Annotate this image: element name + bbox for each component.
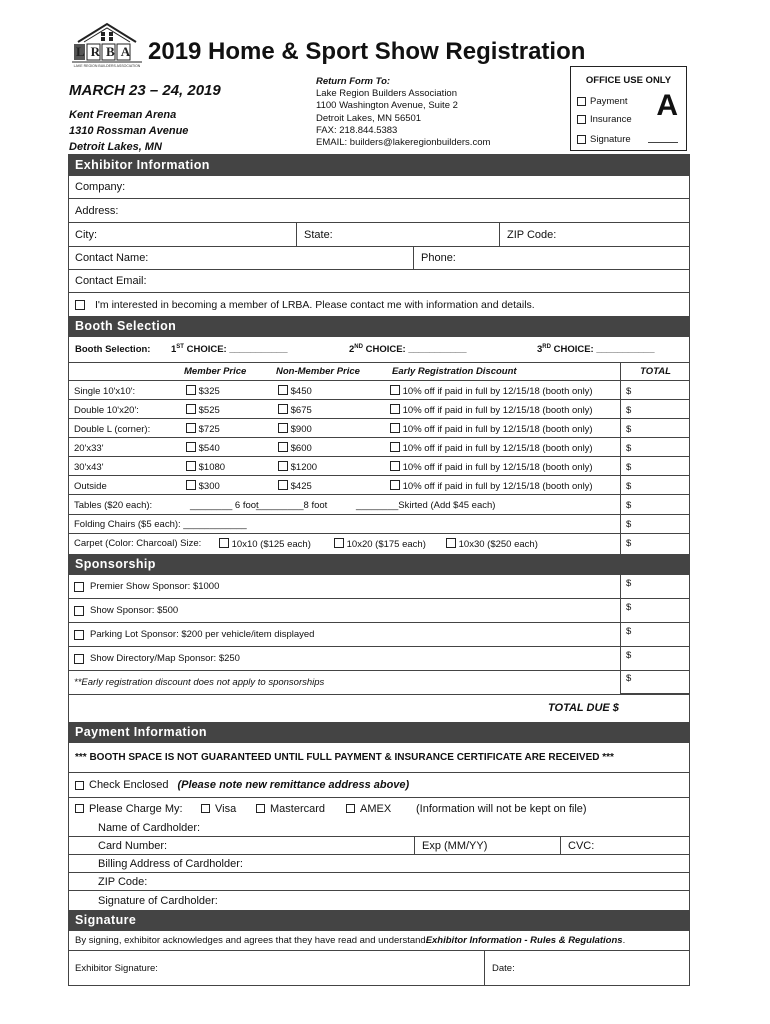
billing-address-field[interactable] [68,855,690,873]
sponsor-total[interactable]: $ [620,623,690,647]
exhibitor-signature-label: Exhibitor Signature: [75,963,158,974]
divider [68,494,690,495]
tables-label: Tables ($20 each): [74,500,153,511]
early-discount-option[interactable] [390,442,593,454]
checkbox[interactable] [186,480,196,490]
checkbox[interactable] [219,538,229,548]
booth-type: Double L (corner): [74,424,151,435]
visa-option[interactable] [201,803,236,815]
divider [68,646,690,647]
tables-total[interactable]: $ [620,495,690,514]
early-discount-option[interactable] [390,404,593,416]
checkbox[interactable] [186,404,196,414]
return-line: Lake Region Builders Association [316,88,458,100]
check-enclosed-label: Check Enclosed [89,779,169,791]
cardholder-signature-field[interactable] [68,891,690,910]
booth-type: Outside [74,481,107,492]
booth-row-total[interactable]: $ [620,419,690,438]
event-date: MARCH 23 – 24, 2019 [69,82,221,99]
first-choice-sup: ST [176,343,184,350]
venue-line: Detroit Lakes, MN [69,141,162,153]
event-info [69,82,221,155]
exp-field[interactable] [414,837,560,854]
nonmember-price-option[interactable] [278,442,312,454]
carpet-10x20[interactable] [334,538,426,550]
checkbox[interactable] [278,385,288,395]
charge-checkbox[interactable] [75,804,84,813]
checkbox[interactable] [74,606,84,616]
cardholder-field[interactable] [68,819,690,837]
divider [68,475,690,476]
divider [68,437,690,438]
sponsorship-note-total[interactable]: $ [620,670,690,694]
col-early-discount: Early Registration Discount [392,366,517,377]
payment-notice: *** BOOTH SPACE IS NOT GUARANTEED UNTIL FULL PAYMENT & INSURANCE CERTIFICATE ARE RECEIVED *** [75,752,614,763]
checkbox[interactable] [278,423,288,433]
cvc-label: CVC: [568,839,595,852]
billing-address-label: Billing Address of Cardholder: [98,857,243,870]
checkbox[interactable] [390,404,400,414]
carpet-10x20-label: 10x20 ($175 each) [346,539,426,550]
address-field[interactable] [68,199,690,223]
divider [68,670,690,671]
venue-line: 1310 Rossman Avenue [69,125,189,137]
state-field[interactable] [296,223,499,246]
nonmember-price: $425 [290,481,312,492]
member-price-option[interactable] [186,423,220,435]
member-price: $1080 [198,462,226,473]
sponsor-option[interactable] [74,653,240,664]
booth-selection-label: Booth Selection: [75,344,151,355]
checkbox[interactable] [390,385,400,395]
card-number-field[interactable] [68,837,414,854]
signature-statement-row [68,931,690,951]
booth-type: Single 10'x10': [74,386,136,397]
early-discount-option[interactable] [390,423,593,435]
card-row [68,837,690,855]
cardholder-label: Name of Cardholder: [98,821,201,834]
col-total: TOTAL [620,362,690,381]
early-discount: 10% off if paid in full by 12/15/18 (booth only) [402,386,593,397]
city-field[interactable] [68,223,296,246]
amex-option[interactable] [346,803,391,815]
member-price: $525 [198,405,220,416]
early-discount: 10% off if paid in full by 12/15/18 (booth only) [402,481,593,492]
checkbox[interactable] [74,654,84,664]
nonmember-price: $900 [290,424,312,435]
member-price-option[interactable] [186,461,225,473]
total-due[interactable]: TOTAL DUE $ [548,702,619,714]
payment-notice-row [68,743,690,773]
amex-label: AMEX [360,802,392,815]
check-enclosed-checkbox[interactable] [75,781,84,790]
sponsor-total[interactable]: $ [620,599,690,623]
tables-6ft-field[interactable]: ________ 6 foot [190,500,259,511]
state-label: State: [304,228,333,241]
nonmember-price: $1200 [290,462,318,473]
member-price-option[interactable] [186,480,220,492]
office-insurance-label: Insurance [590,114,632,125]
member-interest-row [68,293,690,316]
second-choice-num: 2 [349,344,355,356]
second-choice[interactable] [349,344,466,355]
booth-row-total[interactable]: $ [620,476,690,495]
second-choice-field: CHOICE: ___________ [362,344,467,356]
signature-statement: By signing, exhibitor acknowledges and agrees that they have read and understand [75,935,426,946]
carpet-10x10-label: 10x10 ($125 each) [231,539,311,550]
office-payment-label: Payment [590,96,628,107]
section-signature: Signature [68,910,690,931]
sponsor-label: Premier Show Sponsor: $1000 [90,581,220,592]
member-price: $725 [198,424,220,435]
divider [68,622,690,623]
early-discount: 10% off if paid in full by 12/15/18 (booth only) [402,443,593,454]
carpet-total[interactable]: $ [620,533,690,554]
return-label: Return Form To: [316,76,391,87]
second-choice-sup: ND [354,343,363,350]
venue-line: Kent Freeman Arena [69,109,177,121]
checkbox[interactable] [446,538,456,548]
sponsor-total[interactable]: $ [620,575,690,599]
member-interest-checkbox[interactable] [75,300,85,310]
carpet-10x30[interactable] [446,538,538,550]
lrba-logo [68,20,146,72]
office-use-heading: OFFICE USE ONLY [585,75,672,86]
sponsor-option[interactable] [74,629,314,640]
payment-zip-label: ZIP Code: [98,875,148,888]
section-exhibitor: Exhibitor Information [68,155,690,176]
checkbox[interactable] [577,115,586,124]
signature-statement-end: . [622,935,626,946]
sponsorship-note: **Early registration discount does not apply to sponsorships [74,677,325,688]
early-discount: 10% off if paid in full by 12/15/18 (booth only) [402,405,593,416]
sponsor-label: Parking Lot Sponsor: $200 per vehicle/item displayed [90,629,315,640]
chairs-label[interactable]: Folding Chairs ($5 each): ____________ [74,519,247,530]
charge-label [75,803,183,815]
col-member-price: Member Price [184,366,247,377]
payment-zip-field[interactable] [68,873,690,891]
checkbox[interactable] [346,804,355,813]
nonmember-price-option[interactable] [278,385,312,397]
return-address [316,76,490,149]
city-label: City: [75,228,97,241]
zip-label: ZIP Code: [507,228,557,241]
office-payment[interactable] [577,96,628,107]
third-choice-sup: RD [542,343,551,350]
nonmember-price-option[interactable] [278,423,312,435]
divider [68,399,690,400]
checkbox[interactable] [334,538,344,548]
booth-row-total[interactable]: $ [620,381,690,400]
third-choice-field: CHOICE: ___________ [550,344,655,356]
checkbox[interactable] [577,97,586,106]
early-discount: 10% off if paid in full by 12/15/18 (booth only) [402,462,593,473]
tables-skirted-field[interactable]: ________Skirted (Add $45 each) [356,500,496,511]
early-discount-option[interactable] [390,480,593,492]
contact-email-label: Contact Email: [75,275,147,287]
first-choice-field: CHOICE: ___________ [183,344,288,356]
return-line: Detroit Lakes, MN 56501 [316,112,422,124]
divider [68,598,690,599]
booth-row-total[interactable]: $ [620,438,690,457]
cvc-field[interactable] [560,837,690,854]
return-line: FAX: 218.844.5383 [316,124,398,136]
return-line: 1100 Washington Avenue, Suite 2 [316,100,458,112]
nonmember-price: $675 [290,405,312,416]
charge-row [68,798,690,819]
checkbox[interactable] [278,404,288,414]
form-title: 2019 Home & Sport Show Registration [148,38,586,65]
booth-type: 20'x33' [74,443,104,454]
member-price-option[interactable] [186,442,220,454]
contact-name-label: Contact Name: [75,252,149,264]
exhibitor-signature-row [68,951,690,986]
checkbox[interactable] [390,461,400,471]
company-field[interactable] [68,176,690,199]
checkbox[interactable] [74,582,84,592]
checkbox[interactable] [390,423,400,433]
phone-field[interactable] [413,247,690,269]
sponsor-label: Show Sponsor: $500 [90,605,179,616]
member-price-option[interactable] [186,385,220,397]
checkbox[interactable] [186,385,196,395]
office-insurance[interactable] [577,114,632,125]
divider [68,533,690,534]
date-field[interactable] [484,951,690,986]
divider [68,380,690,381]
carpet-label: Carpet (Color: Charcoal) Size: [74,538,202,549]
mastercard-option[interactable] [256,803,325,815]
info-note: (Information will not be kept on file) [416,802,587,815]
divider [68,694,690,695]
booth-choice-row [68,337,690,363]
logo-text: LRBA [76,44,137,59]
office-signature[interactable] [577,134,631,145]
sponsor-label: Show Directory/Map Sponsor: $250 [90,653,240,664]
contact-phone-row [68,247,690,270]
nonmember-price-option[interactable] [278,404,312,416]
member-price-option[interactable] [186,404,220,416]
mastercard-label: Mastercard [270,802,326,815]
divider [68,514,690,515]
check-enclosed-row[interactable] [68,773,690,798]
early-discount-option[interactable] [390,385,593,397]
zip-field[interactable] [499,223,690,246]
section-payment: Payment Information [68,722,690,743]
member-price: $325 [198,386,220,397]
contact-name-field[interactable] [68,247,413,269]
col-nonmember-price: Non-Member Price [276,366,360,377]
cardholder-signature-label: Signature of Cardholder: [98,894,218,907]
section-sponsorship: Sponsorship [68,554,690,575]
signature-line [648,142,678,143]
booth-type: 30'x43' [74,462,104,473]
office-signature-label: Signature [590,134,631,145]
divider [68,456,690,457]
address-label: Address: [75,204,119,217]
early-discount-option[interactable] [390,461,593,473]
company-label: Company: [75,181,126,193]
third-choice-num: 3 [537,344,543,356]
card-number-label: Card Number: [98,839,168,852]
visa-label: Visa [215,802,237,815]
office-use-box [570,66,687,151]
checkbox[interactable] [256,804,265,813]
section-booth: Booth Selection [68,316,690,337]
checkbox[interactable] [278,442,288,452]
member-price: $300 [198,481,220,492]
booth-type: Double 10'x20': [74,405,139,416]
divider [68,418,690,419]
sponsor-option[interactable] [74,581,219,592]
member-interest-label: I'm interested in becoming a member of LRBA. Please contact me with information and details. [95,298,535,311]
third-choice[interactable] [537,344,654,355]
check-enclosed-note: (Please note new remittance address above) [177,779,410,791]
checkbox[interactable] [186,461,196,471]
checkbox[interactable] [74,630,84,640]
exp-label: Exp (MM/YY) [422,839,488,852]
nonmember-price-option[interactable] [278,461,317,473]
sponsor-total[interactable]: $ [620,647,690,671]
city-state-zip-row [68,223,690,247]
checkbox[interactable] [201,804,210,813]
logo-tagline: LAKE REGION BUILDERS ASSOCIATION [73,64,141,68]
exhibitor-signature-field[interactable] [68,951,484,986]
checkbox[interactable] [577,135,586,144]
rules-reference: Exhibitor Information - Rules & Regulations [425,935,623,946]
member-price: $540 [198,443,220,454]
phone-label: Phone: [421,252,456,264]
carpet-10x10[interactable] [219,538,311,550]
first-choice[interactable] [171,344,287,355]
return-email[interactable]: EMAIL: builders@lakeregionbuilders.com [316,137,491,149]
tables-8ft-field[interactable]: _________8 foot [256,500,328,511]
checkbox[interactable] [390,480,400,490]
nonmember-price-option[interactable] [278,480,312,492]
early-discount: 10% off if paid in full by 12/15/18 (booth only) [402,424,593,435]
booth-row-total[interactable]: $ [620,457,690,476]
charge-label-text: Please Charge My: [89,802,183,815]
office-letter: A [656,89,678,122]
checkbox[interactable] [186,423,196,433]
checkbox[interactable] [278,461,288,471]
first-choice-num: 1 [171,344,177,356]
nonmember-price: $450 [290,386,312,397]
booth-row-total[interactable]: $ [620,400,690,419]
checkbox[interactable] [186,442,196,452]
sponsor-option[interactable] [74,605,178,616]
nonmember-price: $600 [290,443,312,454]
carpet-10x30-label: 10x30 ($250 each) [458,539,538,550]
date-label: Date: [492,963,515,974]
contact-email-field[interactable] [68,270,690,293]
checkbox[interactable] [278,480,288,490]
checkbox[interactable] [390,442,400,452]
chairs-total[interactable]: $ [620,514,690,533]
